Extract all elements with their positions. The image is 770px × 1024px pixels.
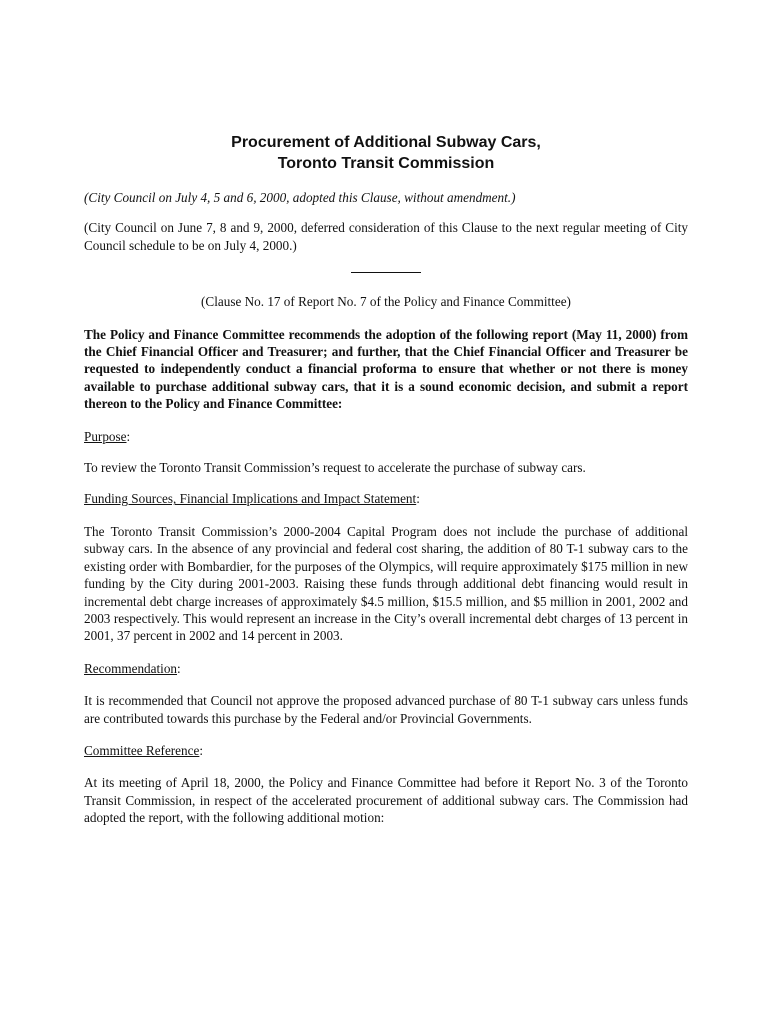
adoption-note: (City Council on July 4, 5 and 6, 2000, adopted this Clause, without amendment.) <box>84 190 516 205</box>
funding-colon: : <box>416 491 420 507</box>
committee-reference-colon: : <box>199 742 204 758</box>
committee-reference-heading: Committee Reference <box>84 742 200 758</box>
clause-reference: (Clause No. 17 of Report No. 7 of the Policy and Finance Committee) <box>201 294 571 310</box>
recommendation-colon: : <box>177 660 181 676</box>
purpose-heading: Purpose <box>84 428 127 444</box>
deferral-note: (City Council on June 7, 8 and 9, 2000, deferred consideration of this Clause to the next regular meeting of City Council schedule to be on July 4, 2000.) <box>84 220 688 253</box>
purpose-heading-line <box>84 428 688 445</box>
committee-reference-text: At its meeting of April 18, 2000, the Policy and Finance Committee had before it Report No. 3 of the Toronto Transit Commission, in respect of the accelerated procurement of additional subway cars. The Commission had adopted the report, with the following additional motion: <box>84 775 688 826</box>
recommendation-heading: Recommendation <box>84 660 178 676</box>
document-page <box>84 132 688 827</box>
funding-heading-line <box>84 490 688 507</box>
title-line-2: Toronto Transit Commission <box>277 155 495 172</box>
separator-rule <box>351 272 421 273</box>
recommendation-text: It is recommended that Council not approve the proposed advanced purchase of 80 T-1 subway cars unless funds are contributed towards this purchase by the Federal and/or Provincial Governments. <box>84 693 688 726</box>
funding-heading: Funding Sources, Financial Implications and Impact Statement <box>84 491 417 507</box>
committee-recommendation: The Policy and Finance Committee recommends the adoption of the following report (May 11, 2000) from the Chief Financial Officer and Treasurer; and further, that the Chief Financial Officer and Treasurer be requested to independently conduct a financial proforma to ensure that whether or not there is money available to purchase additional subway cars, that it is a sound economic decision, and submit a report thereon to the Policy and Finance Committee: <box>84 326 688 412</box>
purpose-colon: : <box>126 428 131 444</box>
funding-text: The Toronto Transit Commission’s 2000-2004 Capital Program does not include the purchase of additional subway cars. In the absence of any provincial and federal cost sharing, the addition of 80 T-1 subway cars to the existing order with Bombardier, for the purposes of the Olympics, will require approximately $175 million in new funding by the City during 2001-2003. Raising these funds through additional debt financing would result in incremental debt charge increases of approximately $4.5 million, $15.5 million, and $5 million in 2001, 2002 and 2003 respectively. This would represent an increase in the City’s overall incremental debt charges of 13 percent in 2001, 37 percent in 2002 and 14 percent in 2003. <box>84 523 688 644</box>
title-line-1: Procurement of Additional Subway Cars, <box>231 134 541 151</box>
committee-reference-heading-line <box>84 742 688 759</box>
document-title <box>84 132 688 174</box>
recommendation-heading-line <box>84 660 688 677</box>
purpose-text: To review the Toronto Transit Commission’s request to accelerate the purchase of subway cars. <box>84 460 586 476</box>
